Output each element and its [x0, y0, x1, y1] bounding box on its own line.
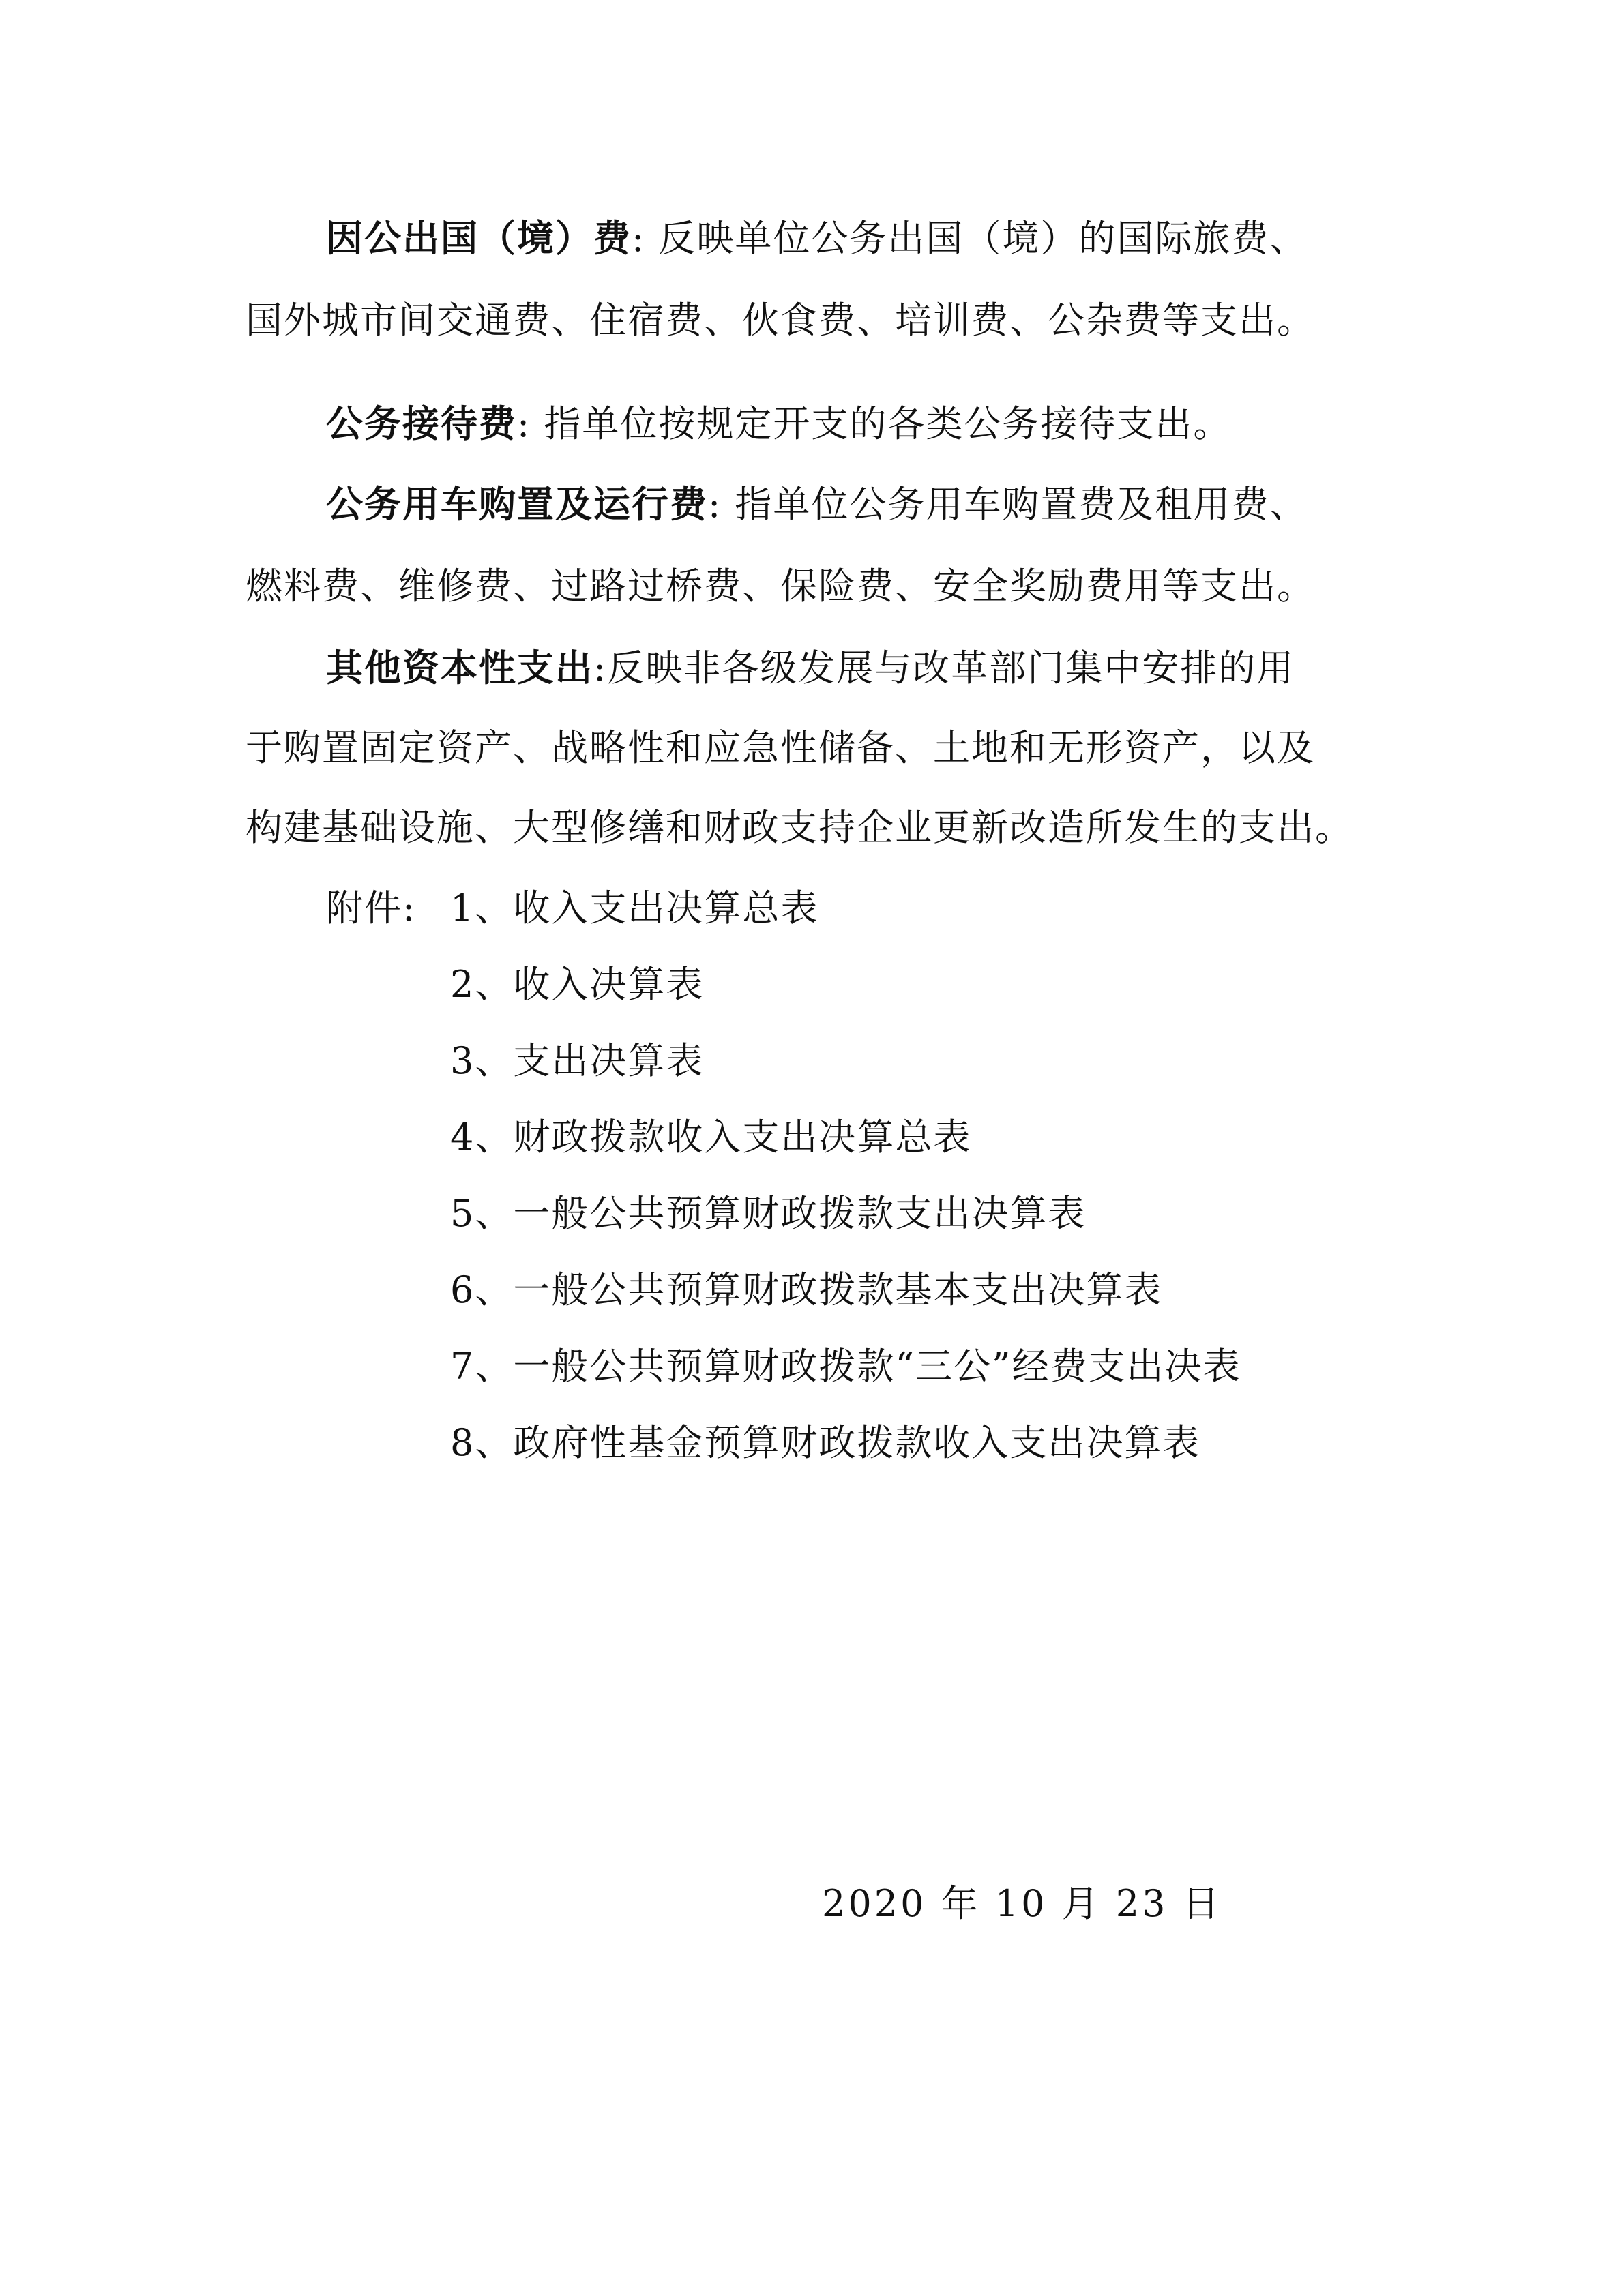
paragraph-text: 指单位按规定开支的各类公务接待支出。: [531, 402, 1232, 445]
attachment-item: 6、一般公共预算财政拨款基本支出决算表: [450, 1268, 1163, 1311]
term-heading: 公务接待费: [326, 402, 517, 445]
paragraph-line: [326, 646, 1295, 690]
attachment-item: 5、一般公共预算财政拨款支出决算表: [450, 1192, 1087, 1235]
term-colon: :: [517, 402, 531, 445]
attachment-item: 3、支出决算表: [450, 1039, 705, 1082]
attachments-label: 附件:: [326, 886, 417, 929]
paragraph-text: 反映非各级发展与改革部门集中安排的用: [607, 646, 1295, 689]
paragraph-line: [326, 402, 1231, 446]
paragraph-line: [326, 483, 1308, 526]
attachment-item: 1、收入支出决算总表: [450, 886, 819, 929]
document-date: 2020 年 10 月 23 日: [822, 1882, 1222, 1925]
paragraph-line: [246, 806, 1353, 850]
attachment-item: 7、一般公共预算财政拨款“三公”经费支出决表: [450, 1345, 1241, 1388]
paragraph-text: 反映单位公务出国（境）的国际旅费、: [645, 217, 1308, 260]
paragraph-text: 燃料费、维修费、过路过桥费、保险费、安全奖励费用等支出。: [246, 565, 1315, 608]
term-colon: :: [593, 646, 608, 689]
paragraph-text: 于购置固定资产、战略性和应急性储备、土地和无形资产，以及: [246, 726, 1315, 769]
term-heading: 因公出国（境）费: [326, 217, 632, 260]
paragraph-line: [246, 299, 1315, 342]
paragraph-text: 构建基础设施、大型修缮和财政支持企业更新改造所发生的支出。: [246, 806, 1353, 849]
paragraph-line: [326, 217, 1308, 260]
paragraph-line: [246, 726, 1315, 770]
term-heading: 公务用车购置及运行费: [326, 483, 708, 526]
paragraph-line: [246, 565, 1315, 608]
term-colon: :: [632, 217, 646, 260]
paragraph-text: 国外城市间交通费、住宿费、伙食费、培训费、公杂费等支出。: [246, 299, 1315, 342]
attachment-item: 4、财政拨款收入支出决算总表: [450, 1116, 972, 1159]
attachment-item: 2、收入决算表: [450, 963, 705, 1006]
attachment-item: 8、政府性基金预算财政拨款收入支出决算表: [450, 1421, 1201, 1464]
term-heading: 其他资本性支出: [326, 646, 593, 689]
paragraph-text: 指单位公务用车购置费及租用费、: [722, 483, 1308, 526]
term-colon: :: [708, 483, 722, 526]
